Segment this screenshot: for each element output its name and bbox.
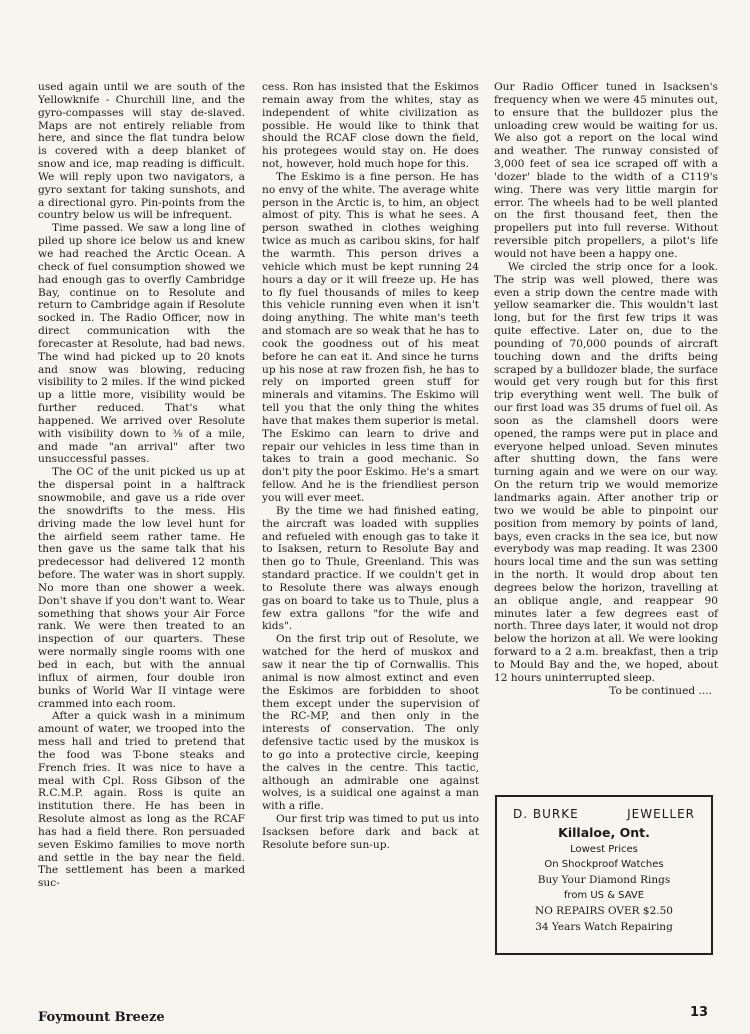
ad-line: On Shockproof Watches <box>544 859 664 870</box>
paragraph: After a quick wash in a minimum amount of water, we trooped into the mess hall and tried to pretend that the food was T-bone steaks and French fries. It was nice to have a meal with Cpl. Ross Gibson of the R.C.M.P. again. Ross is quite an institution there. He has been in Resolute almost as long as the RCAF has had a field there. Ron persuaded seven Eskimo families to move north and settle in the bay near the field. The settlement has been a marked suc- <box>38 710 245 890</box>
article-column-3 <box>494 81 718 698</box>
ad-line: NO REPAIRS OVER $2.50 <box>535 905 673 917</box>
paragraph: Time passed. We saw a long line of piled up shore ice below us and knew we had reached the Arctic Ocean. A check of fuel consumption showed we had enough gas to overfly Cambridge Bay, continue on to Resolute and return to Cambridge again if Resolute socked in. The Radio Officer, now in direct communication with the forecaster at Resolute, had bad news. The wind had picked up to 20 knots and snow was blowing, reducing visibility to 2 miles. If the wind picked up a little more, visibility would be further reduced. That's what happened. We arrived over Resolute with visibility down to ⅜ of a mile, and made "an arrival" after two unsuccessful passes. <box>38 222 245 466</box>
ad-line: Buy Your Diamond Rings <box>537 874 671 886</box>
jeweller-advertisement <box>495 795 713 955</box>
paragraph: Our first trip was timed to put us into Isacksen before dark and back at Resolute before sun-up. <box>262 813 479 851</box>
paragraph: On the first trip out of Resolute, we watched for the herd of muskox and saw it near the tip of Cornwallis. This animal is now almost extinct and even the Eskimos are forbidden to shoot them except under the supervision of the RC-MP, and then only in the interests of conservation. The only defensive tactic used by the muskox is to go into a protective circle, keeping the calves in the centre. This tactic, although an admirable one against wolves, is a suidical one against a man with a rifle. <box>262 633 479 813</box>
ad-location: Killaloe, Ont. <box>558 825 650 840</box>
article-column-1 <box>38 81 245 890</box>
continued-note: To be continued .... <box>609 684 712 697</box>
ad-header <box>497 807 711 821</box>
ad-line: Lowest Prices <box>570 844 638 855</box>
paragraph: cess. Ron has insisted that the Eskimos remain away from the whites, stay as independent of white civilization as possible. He would like to think that should the RCAF close down the field, his protegees would stay on. He does not, however, hold much hope for this. <box>262 81 479 171</box>
paragraph: Our Radio Officer tuned in Isacksen's frequency when we were 45 minutes out, to ensure that the bulldozer plus the unloading crew would be waiting for us. We also got a report on the local wind and weather. The runway consisted of 3,000 feet of sea ice scraped off with a 'dozer' blade to the width of a C119's wing. There was very little margin for error. The wheels had to be well planted on the first thousand feet, then the propellers put into full reverse. Without reversible pitch propellers, a pilot's life would not have been a happy one. <box>494 81 718 260</box>
paragraph: used again until we are south of the Yellowknife - Churchill line, and the gyro-compasses will stay de-slaved. Maps are not entirely reliable from here, and since the flat tundra below is covered with a deep blanket of snow and ice, map reading is difficult. We will reply upon two navigators, a gyro sextant for taking sunshots, and a directional gyro. Pin-points from the country below us will be infrequent. <box>38 81 245 222</box>
paragraph: We circled the strip once for a look. The strip was well plowed, there was even a strip down the centre made with yellow seamarker die. This wouldn't last long, but for the first few trips it was quite effective. Later on, due to the pounding of 70,000 pounds of aircraft touching down and the drifts being scraped by a bulldozer blade, the surface would get very rough but for this first trip everything went well. The bulk of our first load was 35 drums of fuel oil. As soon as the clamshell doors were opened, the ramps were put in place and everyone helped unload. Seven minutes after shutting down, the fans were turning again and we were on our way. On the return trip we would memorize landmarks again. After another trip or two we would be able to pinpoint our position from memory by points of land, bays, even cracks in the sea ice, but now everybody was map reading. It was 2300 hours local time and the sun was setting in the north. It would drop about ten degrees below the horizon, travelling at an oblique angle, and reappear 90 minutes later a few degrees east of north. Three days later, it would not drop below the horizon at all. We were looking forward to a 2 a.m. breakfast, then a trip to Mould Bay and the, we hoped, about 12 hours uninterrupted sleep. <box>494 260 718 684</box>
publication-name: Foymount Breeze <box>38 1010 165 1025</box>
ad-line: 34 Years Watch Repairing <box>535 921 673 933</box>
paragraph: The Eskimo is a fine person. He has no envy of the white. The average white person in the Arctic is, to him, an object almost of pity. This is what he sees. A person swathed in clothes weighing twice as much as caribou skins, for half the warmth. This person drives a vehicle which must be kept running 24 hours a day or it will freeze up. He has to fly fuel thousands of miles to keep this vehicle running even when it isn't doing anything. The white man's teeth and stomach are so weak that he has to cook the goodness out of his meat before he can eat it. And since he turns up his nose at raw frozen fish, he has to rely on imported green stuff for minerals and vitamins. The Eskimo will tell you that the only thing the whites have that makes them superior is metal. The Eskimo can learn to drive and repair our vehicles in less time than in takes to train a good mechanic. So don't pity the poor Eskimo. He's a smart fellow. And he is the friendliest person you will ever meet. <box>262 170 479 504</box>
article-column-2 <box>262 81 479 852</box>
ad-business-name: D. BURKE <box>513 807 579 821</box>
page-number: 13 <box>690 1005 709 1020</box>
paragraph: By the time we had finished eating, the aircraft was loaded with supplies and refueled with enough gas to take it to Isaksen, return to Resolute Bay and then go to Thule, Greenland. This was standard practice. If we couldn't get in to Resolute there was always enough gas on board to take us to Thule, plus a few extra gallons "for the wife and kids". <box>262 504 479 633</box>
ad-trade: JEWELLER <box>627 807 695 821</box>
paragraph: The OC of the unit picked us up at the dispersal point in a halftrack snowmobile, and gave us a ride over the snowdrifts to the mess. His driving made the low level hunt for the airfield seem rather tame. He then gave us the same talk that his predecessor had delivered 12 month before. The water was in short supply. No more than one shower a week. Don't shave if you don't want to. Wear something that shows your Air Force rank. We were then treated to an inspection of our quarters. These were normally single rooms with one bed in each, but with the annual influx of airmen, four double iron bunks of World War II vintage were crammed into each room. <box>38 466 245 710</box>
ad-line: from US & SAVE <box>563 890 645 901</box>
